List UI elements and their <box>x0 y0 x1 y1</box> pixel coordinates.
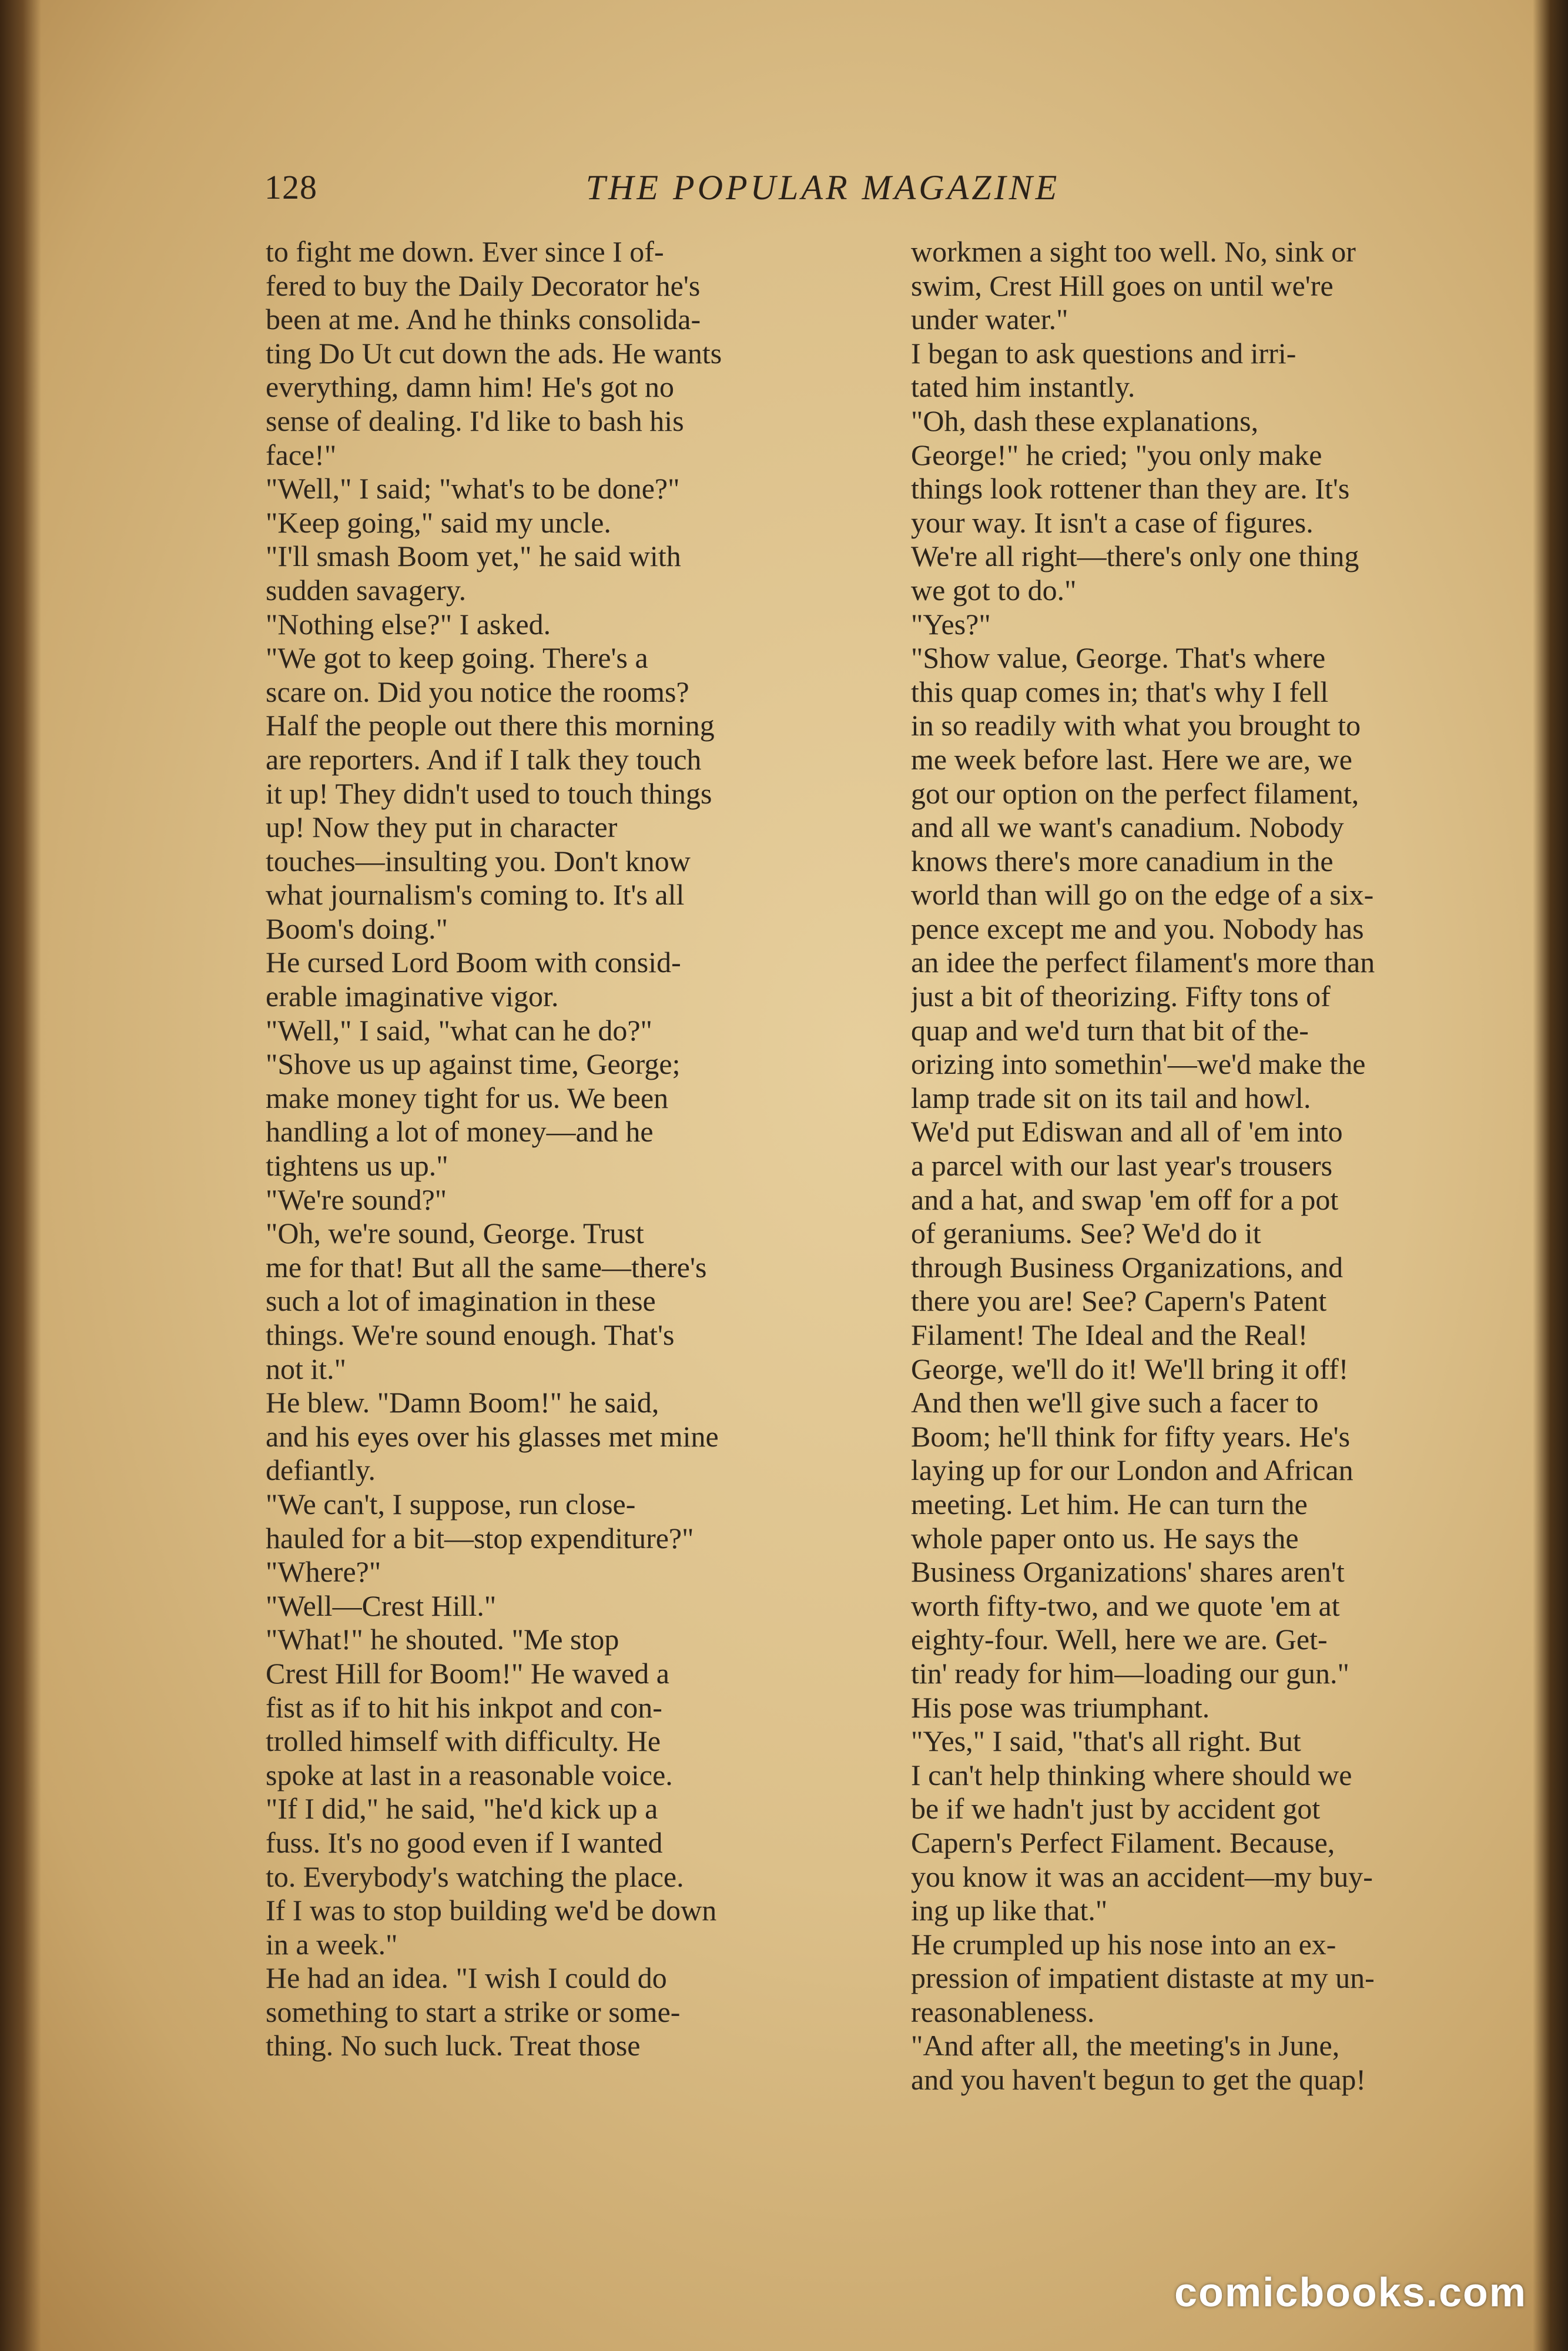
watermark: comicbooks.com <box>1174 2269 1527 2315</box>
text-line: lamp trade sit on its tail and howl. <box>911 1081 1311 1114</box>
text-line: His pose was triumphant. <box>911 1690 1210 1724</box>
text-line: and all we want's canadium. Nobody <box>911 811 1344 844</box>
text-line: Business Organizations' shares aren't <box>911 1555 1345 1589</box>
text-line: We're all right—there's only one thing <box>911 540 1359 573</box>
text-line: Crest Hill for Boom!" He waved a <box>266 1656 669 1690</box>
left-text-column <box>266 235 880 2063</box>
text-line: face!" <box>266 438 337 471</box>
text-line: "Show value, George. That's where <box>911 641 1326 675</box>
text-line: George, we'll do it! We'll bring it off! <box>911 1352 1349 1385</box>
text-line: we got to do." <box>911 573 1077 607</box>
text-line: world than will go on the edge of a six- <box>911 878 1374 912</box>
text-line: "Oh, we're sound, George. Trust <box>266 1217 644 1250</box>
text-line: handling a lot of money—and he <box>266 1115 654 1148</box>
text-line: meeting. Let him. He can turn the <box>911 1487 1308 1521</box>
text-line: there you are! See? Capern's Patent <box>911 1284 1327 1318</box>
text-line: make money tight for us. We been <box>266 1081 669 1114</box>
text-line: Capern's Perfect Filament. Because, <box>911 1826 1335 1859</box>
text-line: Half the people out there this morning <box>266 709 715 742</box>
text-line: of geraniums. See? We'd do it <box>911 1217 1261 1250</box>
text-line: in so readily with what you brought to <box>911 709 1361 742</box>
text-line: it up! They didn't used to touch things <box>266 776 712 810</box>
text-line: everything, damn him! He's got no <box>266 370 674 404</box>
text-line: to fight me down. Ever since I of- <box>266 235 664 268</box>
text-line: And then we'll give such a facer to <box>911 1386 1319 1419</box>
text-line: "And after all, the meeting's in June, <box>911 2029 1340 2062</box>
text-line: "Well—Crest Hill." <box>266 1589 497 1622</box>
text-line: "We can't, I suppose, run close- <box>266 1487 636 1521</box>
text-line: ing up like that." <box>911 1894 1108 1927</box>
text-line: and a hat, and swap 'em off for a pot <box>911 1183 1339 1216</box>
text-line: trolled himself with difficulty. He <box>266 1724 661 1758</box>
text-line: been at me. And he thinks consolida- <box>266 303 701 336</box>
page-header <box>264 168 1170 220</box>
running-title: THE POPULAR MAGAZINE <box>585 168 1060 207</box>
page-spine-shadow <box>0 0 41 2351</box>
text-line: what journalism's coming to. It's all <box>266 878 685 912</box>
text-line: "We got to keep going. There's a <box>266 641 648 675</box>
text-line: be if we hadn't just by accident got <box>911 1792 1321 1826</box>
text-line: "Shove us up against time, George; <box>266 1047 681 1081</box>
text-line: "Yes?" <box>911 607 991 641</box>
text-line: things look rottener than they are. It's <box>911 472 1350 505</box>
text-line: "Keep going," said my uncle. <box>266 505 611 539</box>
text-line: through Business Organizations, and <box>911 1250 1343 1284</box>
text-line: spoke at last in a reasonable voice. <box>266 1758 673 1791</box>
text-line: scare on. Did you notice the rooms? <box>266 675 689 708</box>
text-line: up! Now they put in character <box>266 811 618 844</box>
text-line: hauled for a bit—stop expenditure?" <box>266 1521 694 1555</box>
text-line: quap and we'd turn that bit of the- <box>911 1013 1309 1047</box>
text-line: Boom; he'll think for fifty years. He's <box>911 1419 1351 1453</box>
text-line: "Well," I said, "what can he do?" <box>266 1013 652 1047</box>
text-line: to. Everybody's watching the place. <box>266 1860 684 1893</box>
text-line: such a lot of imagination in these <box>266 1284 656 1318</box>
text-line: If I was to stop building we'd be down <box>266 1894 717 1927</box>
text-line: swim, Crest Hill goes on until we're <box>911 269 1334 302</box>
text-line: Filament! The Ideal and the Real! <box>911 1318 1308 1351</box>
text-line: pression of impatient distaste at my un- <box>911 1961 1375 1995</box>
text-line: knows there's more canadium in the <box>911 844 1334 878</box>
text-line: got our option on the perfect filament, <box>911 776 1359 810</box>
text-line: ting Do Ut cut down the ads. He wants <box>266 336 722 370</box>
text-line: reasonableness. <box>911 1995 1095 2028</box>
text-line: He crumpled up his nose into an ex- <box>911 1927 1336 1961</box>
text-line: me for that! But all the same—there's <box>266 1250 707 1284</box>
text-line: He blew. "Damn Boom!" he said, <box>266 1386 659 1419</box>
text-line: workmen a sight too well. No, sink or <box>911 235 1356 268</box>
text-line: "Nothing else?" I asked. <box>266 607 551 641</box>
page-number: 128 <box>264 168 317 206</box>
text-line: and his eyes over his glasses met mine <box>266 1419 719 1453</box>
text-line: He had an idea. "I wish I could do <box>266 1961 667 1995</box>
text-line: "I'll smash Boom yet," he said with <box>266 540 681 573</box>
text-line: whole paper onto us. He says the <box>911 1521 1299 1555</box>
text-line: orizing into somethin'—we'd make the <box>911 1047 1366 1081</box>
text-line: just a bit of theorizing. Fifty tons of <box>911 980 1331 1013</box>
text-line: George!" he cried; "you only make <box>911 438 1322 471</box>
text-line: sense of dealing. I'd like to bash his <box>266 404 684 437</box>
text-line: an idee the perfect filament's more than <box>911 946 1375 979</box>
page-edge-shadow <box>1533 0 1568 2351</box>
text-line: fist as if to hit his inkpot and con- <box>266 1690 662 1724</box>
text-line: "What!" he shouted. "Me stop <box>266 1623 619 1656</box>
text-line: something to start a strike or some- <box>266 1995 681 2028</box>
text-line: this quap comes in; that's why I fell <box>911 675 1329 708</box>
text-line: pence except me and you. Nobody has <box>911 912 1364 945</box>
text-line: tated him instantly. <box>911 370 1135 404</box>
text-line: worth fifty-two, and we quote 'em at <box>911 1589 1340 1622</box>
text-line: fuss. It's no good even if I wanted <box>266 1826 663 1859</box>
text-line: in a week." <box>266 1927 398 1961</box>
text-line: "We're sound?" <box>266 1183 447 1216</box>
text-line: I can't help thinking where should we <box>911 1758 1352 1791</box>
text-line: eighty-four. Well, here we are. Get- <box>911 1623 1328 1656</box>
text-line: Boom's doing." <box>266 912 448 945</box>
text-line: I began to ask questions and irri- <box>911 336 1296 370</box>
text-line: your way. It isn't a case of figures. <box>911 505 1314 539</box>
text-line: and you haven't begun to get the quap! <box>911 2063 1366 2097</box>
text-line: erable imaginative vigor. <box>266 980 559 1013</box>
text-line: fered to buy the Daily Decorator he's <box>266 269 701 302</box>
text-line: are reporters. And if I talk they touch <box>266 742 702 776</box>
text-line: We'd put Ediswan and all of 'em into <box>911 1115 1343 1148</box>
text-line: He cursed Lord Boom with consid- <box>266 946 681 979</box>
text-line: under water." <box>911 303 1068 336</box>
text-line: "Well," I said; "what's to be done?" <box>266 472 680 505</box>
text-line: defiantly. <box>266 1454 376 1487</box>
text-line: a parcel with our last year's trousers <box>911 1149 1333 1183</box>
right-text-column <box>911 235 1525 2097</box>
text-line: sudden savagery. <box>266 573 467 607</box>
text-line: you know it was an accident—my buy- <box>911 1860 1373 1893</box>
text-line: tightens us up." <box>266 1149 448 1183</box>
text-line: "Where?" <box>266 1555 381 1589</box>
text-line: me week before last. Here we are, we <box>911 742 1352 776</box>
text-line: "Yes," I said, "that's all right. But <box>911 1724 1301 1758</box>
text-line: not it." <box>266 1352 347 1385</box>
text-line: laying up for our London and African <box>911 1454 1353 1487</box>
text-line: tin' ready for him—loading our gun." <box>911 1656 1349 1690</box>
text-line: thing. No such luck. Treat those <box>266 2029 641 2062</box>
text-line: "If I did," he said, "he'd kick up a <box>266 1792 658 1826</box>
text-line: touches—insulting you. Don't know <box>266 844 691 878</box>
text-line: "Oh, dash these explanations, <box>911 404 1259 437</box>
text-line: things. We're sound enough. That's <box>266 1318 675 1351</box>
